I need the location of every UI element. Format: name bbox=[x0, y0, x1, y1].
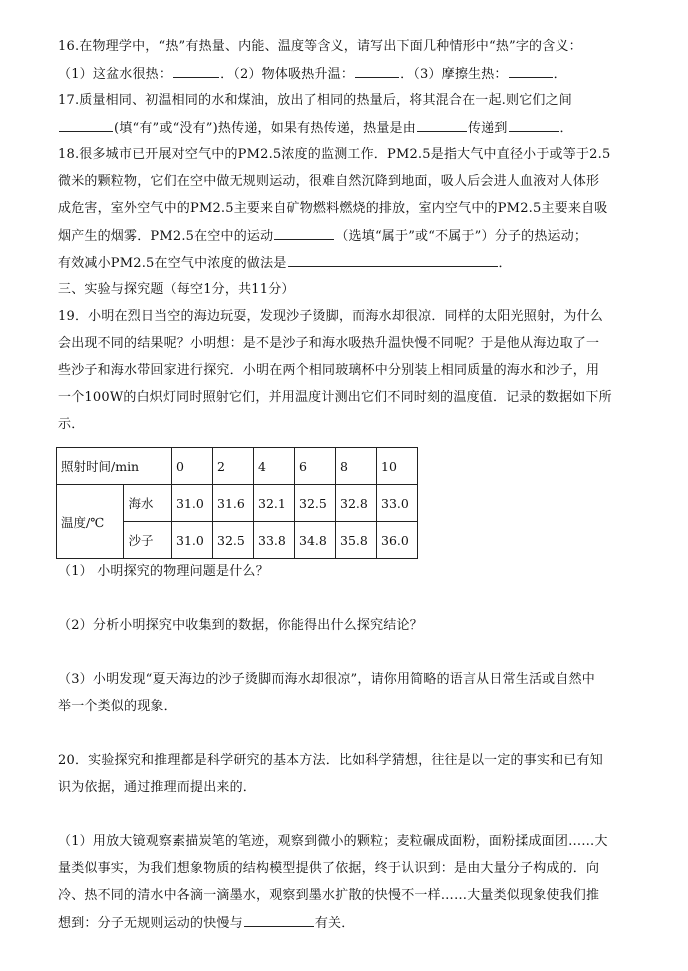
table-time-cell: 8 bbox=[336, 448, 377, 485]
table-time-cell: 10 bbox=[377, 448, 418, 485]
q20-line-1: 20．实验探究和推理都是科学研究的基本方法．比如科学猜想，往往是以一定的事实和已有知 bbox=[58, 753, 603, 768]
q17-line-2 bbox=[58, 119, 573, 138]
q19-line-5: 示． bbox=[58, 417, 85, 432]
q18-line-4-text: 烟产生的烟雾．PM2.5在空中的运动 bbox=[58, 229, 274, 244]
table-value-cell: 36.0 bbox=[377, 522, 418, 559]
q16-blank-2[interactable] bbox=[355, 65, 399, 78]
q17-part-2: 传递到 bbox=[467, 121, 508, 136]
q17-blank-3[interactable] bbox=[509, 119, 559, 132]
table-value-cell: 31.6 bbox=[213, 485, 254, 522]
q20-line-6 bbox=[58, 914, 354, 933]
table-time-cell: 0 bbox=[172, 448, 213, 485]
table-header-label: 照射时间/min bbox=[57, 448, 172, 485]
q20-line-4: 量类似事实，为我们想象物质的结构模型提供了依据，终于认识到：是由大量分子构成的．向 bbox=[58, 861, 600, 876]
q19-sub-2: （2）分析小明探究中收集到的数据，你能得出什么探究结论？ bbox=[58, 618, 423, 633]
q19-sub-1: （1） 小明探究的物理问题是什么？ bbox=[58, 564, 269, 579]
q16-part-2: ．（2）物体吸热升温： bbox=[220, 67, 355, 82]
q16-end: ． bbox=[553, 67, 567, 82]
table-value-cell: 31.0 bbox=[172, 485, 213, 522]
q17-line-1: 17.质量相同、初温相同的水和煤油，放出了相同的热量后，将其混合在一起.则它们之间 bbox=[58, 93, 573, 108]
table-row-seawater bbox=[57, 485, 418, 522]
table-time-cell: 4 bbox=[254, 448, 295, 485]
table-value-cell: 34.8 bbox=[295, 522, 336, 559]
q17-blank-2[interactable] bbox=[417, 119, 467, 132]
q19-line-3: 些沙子和海水带回家进行探究．小明在两个相同玻璃杯中分别装上相同质量的海水和沙子，用 bbox=[58, 363, 600, 378]
q16-blank-1[interactable] bbox=[173, 65, 219, 78]
q17-part-1: (填“有”或“没有”)热传递，如果有热传递，热量是由 bbox=[114, 121, 416, 136]
q20-blank-1[interactable] bbox=[244, 914, 314, 927]
table-value-cell: 35.8 bbox=[336, 522, 377, 559]
q20-line-3: （1）用放大镜观察素描炭笔的笔迹，观察到微小的颗粒；麦粒碾成面粉，面粉揉成面团……大 bbox=[58, 834, 608, 849]
q16-part-3: ．（3）摩擦生热： bbox=[400, 67, 508, 82]
table-value-cell: 33.0 bbox=[377, 485, 418, 522]
table-value-cell: 31.0 bbox=[172, 522, 213, 559]
q16-line-2 bbox=[58, 65, 567, 84]
section-3-title: 三、实验与探究题（每空1分，共11分） bbox=[58, 282, 295, 297]
q18-line-5 bbox=[58, 254, 512, 273]
q20-line-2: 识为依据，通过推理而提出来的． bbox=[58, 780, 257, 795]
q18-blank-2[interactable] bbox=[288, 254, 498, 267]
q19-line-1: 19．小明在烈日当空的海边玩耍，发现沙子烫脚，而海水却很凉．同样的太阳光照射，为什么 bbox=[58, 309, 603, 324]
table-temp-label: 温度/℃ bbox=[57, 485, 124, 559]
q18-line-5-end: ． bbox=[498, 256, 512, 271]
q19-sub-3-line-2: 举一个类似的现象． bbox=[58, 699, 177, 714]
table-value-cell: 32.8 bbox=[336, 485, 377, 522]
table-value-cell: 32.5 bbox=[213, 522, 254, 559]
table-value-cell: 32.1 bbox=[254, 485, 295, 522]
q18-line-4 bbox=[58, 227, 587, 246]
q20-line-6-text: 想到：分子无规则运动的快慢与 bbox=[58, 916, 243, 931]
table-row-label: 沙子 bbox=[124, 522, 172, 559]
q16-line-1: 16.在物理学中，“热”有热量、内能、温度等含义，请写出下面几种情形中“热”字的含义： bbox=[58, 39, 582, 54]
q20-line-6-end: 有关． bbox=[314, 916, 355, 931]
table-value-cell: 33.8 bbox=[254, 522, 295, 559]
q19-line-4: 一个100W的白炽灯同时照射它们，并用温度计测出它们不同时刻的温度值．记录的数据如下所 bbox=[58, 390, 612, 405]
q17-blank-1[interactable] bbox=[59, 119, 113, 132]
q18-line-3: 成危害，室外空气中的PM2.5主要来自矿物燃料燃烧的排放，室内空气中的PM2.5主要来自吸 bbox=[58, 201, 608, 216]
temperature-table bbox=[56, 447, 418, 559]
table-header-row bbox=[57, 448, 418, 485]
q19-sub-3-line-1: （3）小明发现“夏天海边的沙子烫脚而海水却很凉”，请你用简略的语言从日常生活或自然中 bbox=[58, 672, 595, 687]
q18-line-5-text: 有效减小PM2.5在空气中浓度的做法是 bbox=[58, 256, 287, 271]
q18-line-4-tail: （选填“属于”或“不属于”）分子的热运动； bbox=[335, 229, 588, 244]
q18-blank-1[interactable] bbox=[274, 227, 334, 240]
table-time-cell: 2 bbox=[213, 448, 254, 485]
q18-line-1: 18.很多城市已开展对空气中的PM2.5浓度的监测工作．PM2.5是指大气中直径小于或等于2.5 bbox=[58, 147, 611, 162]
q16-part-1: （1）这盆水很热： bbox=[58, 67, 173, 82]
table-time-cell: 6 bbox=[295, 448, 336, 485]
table-value-cell: 32.5 bbox=[295, 485, 336, 522]
q17-end: ． bbox=[559, 121, 573, 136]
q20-line-5: 冷、热不同的清水中各滴一滴墨水，观察到墨水扩散的快慢不一样……大量类似现象使我们推 bbox=[58, 888, 600, 903]
q18-line-2: 微米的颗粒物，它们在空中做无规则运动，很难自然沉降到地面，吸人后会进人血液对人体形 bbox=[58, 174, 600, 189]
q16-blank-3[interactable] bbox=[509, 65, 553, 78]
q19-line-2: 会出现不同的结果呢？小明想：是不是沙子和海水吸热升温快慢不同呢？于是他从海边取了一 bbox=[58, 336, 600, 351]
table-row-label: 海水 bbox=[124, 485, 172, 522]
